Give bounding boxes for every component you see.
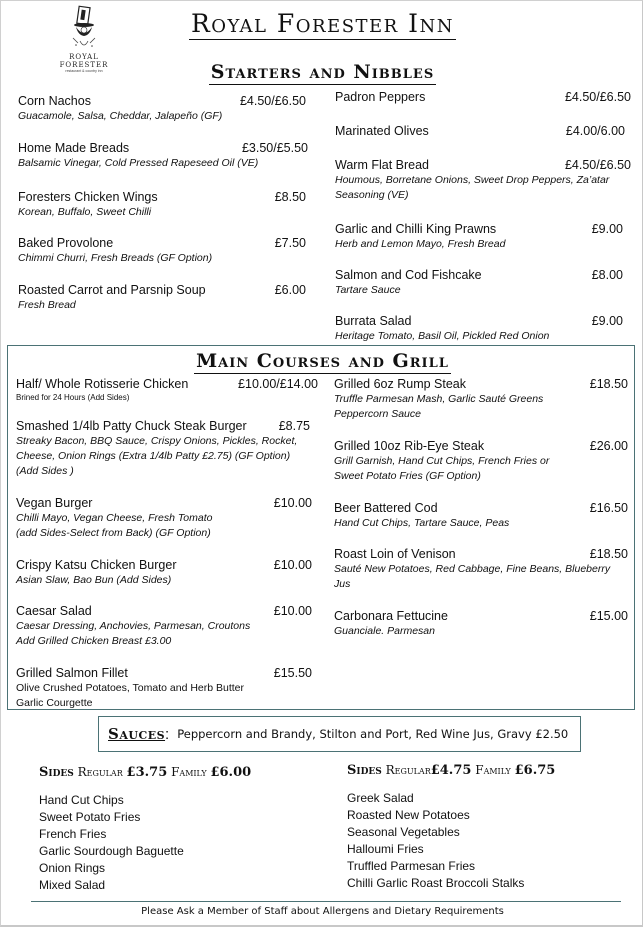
item-price: £3.50/£5.50	[241, 141, 308, 155]
menu-item	[18, 93, 306, 124]
item-description: Streaky Bacon, BBQ Sauce, Crispy Onions, Pickles, Rocket, Cheese, Onion Rings (Extra 1/4lb Patty £2.75) (GF Option) (Add Sides )	[16, 435, 298, 477]
item-price: £7.50	[274, 236, 306, 250]
item-price: £15.00	[589, 609, 628, 623]
side-item: Halloumi Fries	[347, 842, 424, 856]
item-description: Truffle Parmesan Mash, Garlic Sauté Greens	[334, 393, 544, 405]
sauces-box	[98, 716, 581, 752]
item-name: Corn Nachos	[18, 94, 91, 108]
item-name: Padron Peppers	[335, 90, 426, 104]
item-price: £8.00	[591, 268, 623, 282]
side-item: Onion Rings	[39, 861, 106, 875]
item-price: £18.50	[589, 377, 628, 391]
menu-item	[335, 313, 623, 344]
menu-item	[16, 557, 312, 588]
menu-item	[16, 603, 312, 649]
mains-heading: Main Courses and Grill	[196, 350, 449, 372]
item-name: Warm Flat Bread	[335, 158, 430, 172]
side-item: Chilli Garlic Roast Broccoli Stalks	[347, 876, 525, 890]
menu-item	[334, 608, 628, 639]
item-description: Tartare Sauce	[335, 284, 401, 296]
side-item: Greek Salad	[347, 791, 414, 805]
menu-item	[18, 282, 306, 313]
sides-items	[347, 790, 555, 892]
item-description: Asian Slaw, Bao Bun (Add Sides)	[16, 574, 172, 586]
menu-item	[334, 376, 628, 422]
item-name: Caesar Salad	[16, 604, 92, 618]
item-name: Carbonara Fettucine	[334, 609, 448, 623]
item-description: Korean, Buffalo, Sweet Chilli	[18, 206, 152, 218]
sides-heading: Sides Regular £3.75 Family £6.00	[39, 765, 252, 780]
item-price: £10.00	[273, 496, 312, 510]
item-price: £9.00	[591, 314, 623, 328]
item-description-extra: Peppercorn Sauce	[334, 408, 421, 420]
item-name: Crispy Katsu Chicken Burger	[16, 558, 177, 572]
side-item: Roasted New Potatoes	[347, 808, 470, 822]
item-description-extra: Garlic Courgette	[16, 697, 93, 709]
item-name: Baked Provolone	[18, 236, 114, 250]
side-item: Seasonal Vegetables	[347, 825, 460, 839]
item-price: £10.00/£14.00	[238, 377, 318, 391]
page-title: Royal Forester Inn	[190, 9, 455, 38]
logo-line-2: FORESTER	[59, 61, 109, 69]
footer-divider	[31, 901, 621, 902]
sauces-colon: :	[165, 725, 170, 743]
menu-item	[335, 267, 623, 298]
item-name: Half/ Whole Rotisserie Chicken	[16, 377, 189, 391]
menu-item	[16, 376, 318, 404]
side-item: Garlic Sourdough Baguette	[39, 844, 184, 858]
item-price: £10.00	[273, 558, 312, 572]
item-price: £6.00	[274, 283, 306, 297]
item-description: Balsamic Vinegar, Cold Pressed Rapeseed Oil (VE)	[18, 157, 259, 169]
item-name: Burrata Salad	[335, 314, 412, 328]
menu-item	[335, 157, 631, 203]
item-price: £4.00/6.00	[565, 124, 625, 138]
item-price: £4.50/£6.50	[564, 90, 631, 104]
menu-item	[335, 221, 623, 252]
menu-item	[18, 189, 306, 220]
item-name: Garlic and Chilli King Prawns	[335, 222, 497, 236]
item-description: Herb and Lemon Mayo, Fresh Bread	[335, 238, 506, 250]
menu-item	[334, 500, 628, 531]
menu-item	[334, 546, 628, 592]
item-price: £8.75	[278, 419, 310, 433]
item-name: Smashed 1/4lb Patty Chuck Steak Burger	[16, 419, 247, 433]
item-description: Guanciale. Parmesan	[334, 625, 435, 637]
sauces-label: Sauces	[108, 725, 166, 743]
item-description: Chilli Mayo, Vegan Cheese, Fresh Tomato (add Sides-Select from Back) (GF Option)	[16, 512, 213, 539]
item-price: £15.50	[273, 666, 312, 680]
item-price: £9.00	[591, 222, 623, 236]
sauces-text: Peppercorn and Brandy, Stilton and Port, Red Wine Jus, Gravy £2.50	[177, 727, 569, 741]
item-description: Houmous, Borretane Onions, Sweet Drop Peppers, Za’atar Seasoning (VE)	[335, 174, 610, 201]
item-description: Caesar Dressing, Anchovies, Parmesan, Croutons	[16, 620, 251, 632]
item-name: Foresters Chicken Wings	[18, 190, 158, 204]
menu-item	[16, 665, 312, 711]
item-description: Olive Crushed Potatoes, Tomato and Herb Butter	[16, 682, 245, 694]
sides-items	[39, 792, 251, 894]
menu-item	[335, 89, 631, 105]
item-description: Guacamole, Salsa, Cheddar, Jalapeño (GF)	[18, 110, 223, 122]
side-item: Mixed Salad	[39, 878, 106, 892]
starters-heading: Starters and Nibbles	[210, 61, 435, 83]
allergen-notice: Please Ask a Member of Staff about Allergens and Dietary Requirements	[141, 906, 504, 917]
item-description: Fresh Bread	[18, 299, 76, 311]
item-price: £18.50	[589, 547, 628, 561]
item-description-extra: Add Grilled Chicken Breast £3.00	[16, 635, 172, 647]
item-name: Grilled 6oz Rump Steak	[334, 377, 467, 391]
item-name: Marinated Olives	[335, 124, 429, 138]
item-price: £26.00	[589, 439, 628, 453]
side-item: Truffled Parmesan Fries	[347, 859, 476, 873]
sides-premium-list	[347, 763, 555, 892]
item-name: Home Made Breads	[18, 141, 130, 155]
item-description: Sauté New Potatoes, Red Cabbage, Fine Beans, Blueberry Jus	[334, 563, 611, 590]
item-description: Hand Cut Chips, Tartare Sauce, Peas	[334, 517, 510, 529]
item-description: Heritage Tomato, Basil Oil, Pickled Red Onion	[335, 330, 550, 342]
sides-heading: Sides Regular£4.75 Family £6.75	[347, 763, 556, 778]
item-name: Grilled Salmon Fillet	[16, 666, 128, 680]
item-description: Brined for 24 Hours (Add Sides)	[16, 393, 130, 402]
item-name: Beer Battered Cod	[334, 501, 438, 515]
item-name: Salmon and Cod Fishcake	[335, 268, 482, 282]
item-price: £4.50/£6.50	[564, 158, 631, 172]
logo-tagline: restaurant & country inn	[65, 69, 103, 73]
item-description: Chimmi Churri, Fresh Breads (GF Option)	[18, 252, 213, 264]
menu-item	[335, 123, 625, 139]
item-name: Grilled 10oz Rib-Eye Steak	[334, 439, 485, 453]
item-name: Roasted Carrot and Parsnip Soup	[18, 283, 206, 297]
menu-item	[16, 418, 310, 479]
side-item: Hand Cut Chips	[39, 793, 124, 807]
item-name: Vegan Burger	[16, 496, 93, 510]
item-description: Grill Garnish, Hand Cut Chips, French Fries or Sweet Potato Fries (GF Option)	[334, 455, 550, 482]
sides-regular-list	[39, 765, 251, 894]
menu-item	[18, 140, 308, 171]
item-name: Roast Loin of Venison	[334, 547, 456, 561]
item-price: £8.50	[274, 190, 306, 204]
side-item: French Fries	[39, 827, 107, 841]
side-item: Sweet Potato Fries	[39, 810, 141, 824]
item-price: £4.50/£6.50	[239, 94, 306, 108]
menu-item	[18, 235, 306, 266]
menu-item	[334, 438, 628, 484]
logo-line-1: ROYAL	[69, 53, 99, 61]
menu-item	[16, 495, 312, 541]
item-price: £16.50	[589, 501, 628, 515]
item-price: £10.00	[273, 604, 312, 618]
